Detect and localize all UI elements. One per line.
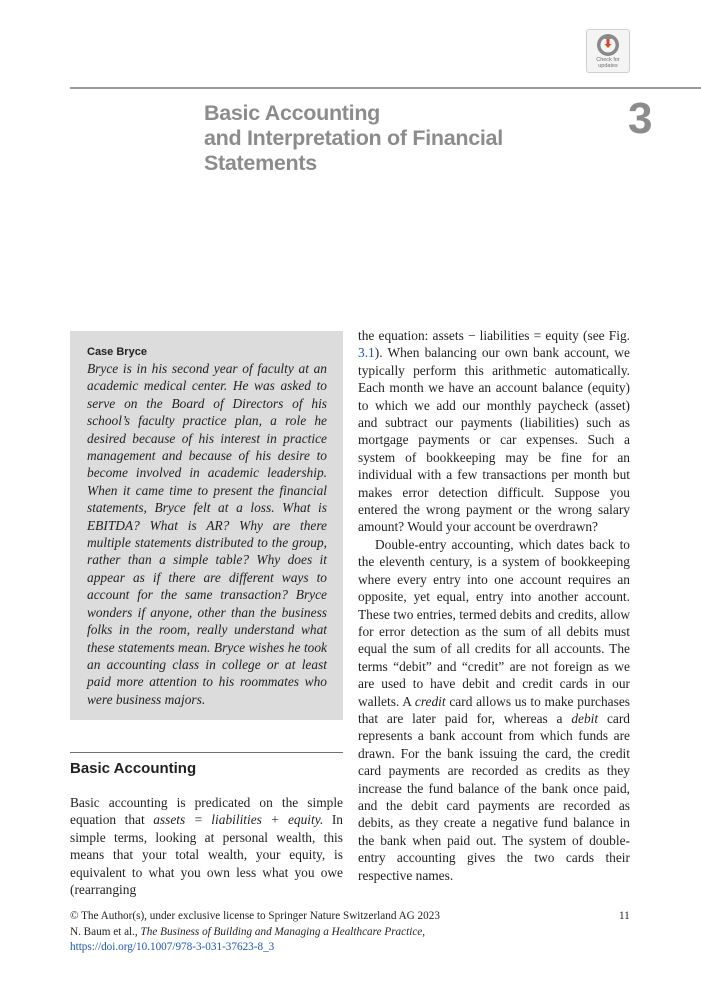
case-title: Case Bryce [87,346,147,358]
doi-link[interactable]: https://doi.org/10.1007/978-3-031-37623-8_3 [70,941,275,953]
check-for-updates-label: Check for updates [596,57,620,69]
check-for-updates-badge[interactable] [586,29,630,73]
header-rule [70,87,701,89]
chapter-title: Basic Accounting and Interpretation of Financial Statements [204,101,503,175]
case-text: Bryce is in his second year of faculty at an academic medical center. He was asked to serve on the Board of Directors of his school’s faculty practice plan, a role he desired because of his interest in practice management and because of his desire to become involved in academic leadership. When it came time to present the financial statements, Bryce felt at a loss. What is EBITDA? What is AR? Why are there multiple statements distributed to the group, rather than a simple table? Why does it appear as if there are different ways to account for the same transaction? Bryce wonders if anyone, other than the business folks in the room, really understand what these statements mean. Bryce wishes he took an accounting class in college or at least paid more attention to his roommates who were business majors. [87,361,327,707]
body-paragraph-1: the equation: assets − liabilities = equity (see Fig. 3.1). When balancing our own bank account, we typically perform this arithmetic automatically. Each month we have an account balance (equity) to which we add our monthly paycheck (asset) and subtract our payments (liabilities) such as mortgage payments or car expenses. Such a system of bookkeeping may be fine for an individual with a few transactions per month but makes error detection difficult. Suppose you entered the wrong payment or the wrong salary amount? Would your account be overdrawn? [358,328,630,535]
footer [70,909,630,956]
copyright-line: © The Author(s), under exclusive license to Springer Nature Switzerland AG 2023 [70,910,440,922]
section-rule [70,752,343,753]
chapter-number: 3 [628,94,653,143]
check-for-updates-icon [596,33,620,57]
right-column [358,327,630,884]
case-box [70,331,343,720]
body-paragraph-left: Basic accounting is predicated on the simple equation that assets = liabilities + equity. In simple terms, looking at personal wealth, this means that your total wealth, your equity, is equivalent to what you own less what you owe (rearranging [70,795,343,898]
figure-link[interactable]: 3.1 [358,345,375,361]
page-number: 11 [619,910,630,922]
body-paragraph-2: Double-entry accounting, which dates back to the eleventh century, is a system of bookkeeping where every entry into one account requires an opposite, yet equal, entry into another account. These two entries, termed debits and credits, allow for error detection as the sum of all debits must equal the sum of all credits for all accounts. The terms “debit” and “credit” are not foreign as we are used to have debit and credit cards in our wallets. A credit card allows us to make purchases that are later paid for, whereas a debit card represents a bank account from which funds are drawn. For the bank issuing the card, the credit card payments are recorded as credits as they increase the fund balance of the bank once paid, and the debit card payments are recorded as debits, as they create a negative fund balance in the bank when paid out. The system of double-entry accounting gives the two cards their respective names. [358,536,631,883]
section-heading: Basic Accounting [70,760,197,777]
citation-line: N. Baum et al., The Business of Building and Managing a Healthcare Practice, [70,925,426,938]
